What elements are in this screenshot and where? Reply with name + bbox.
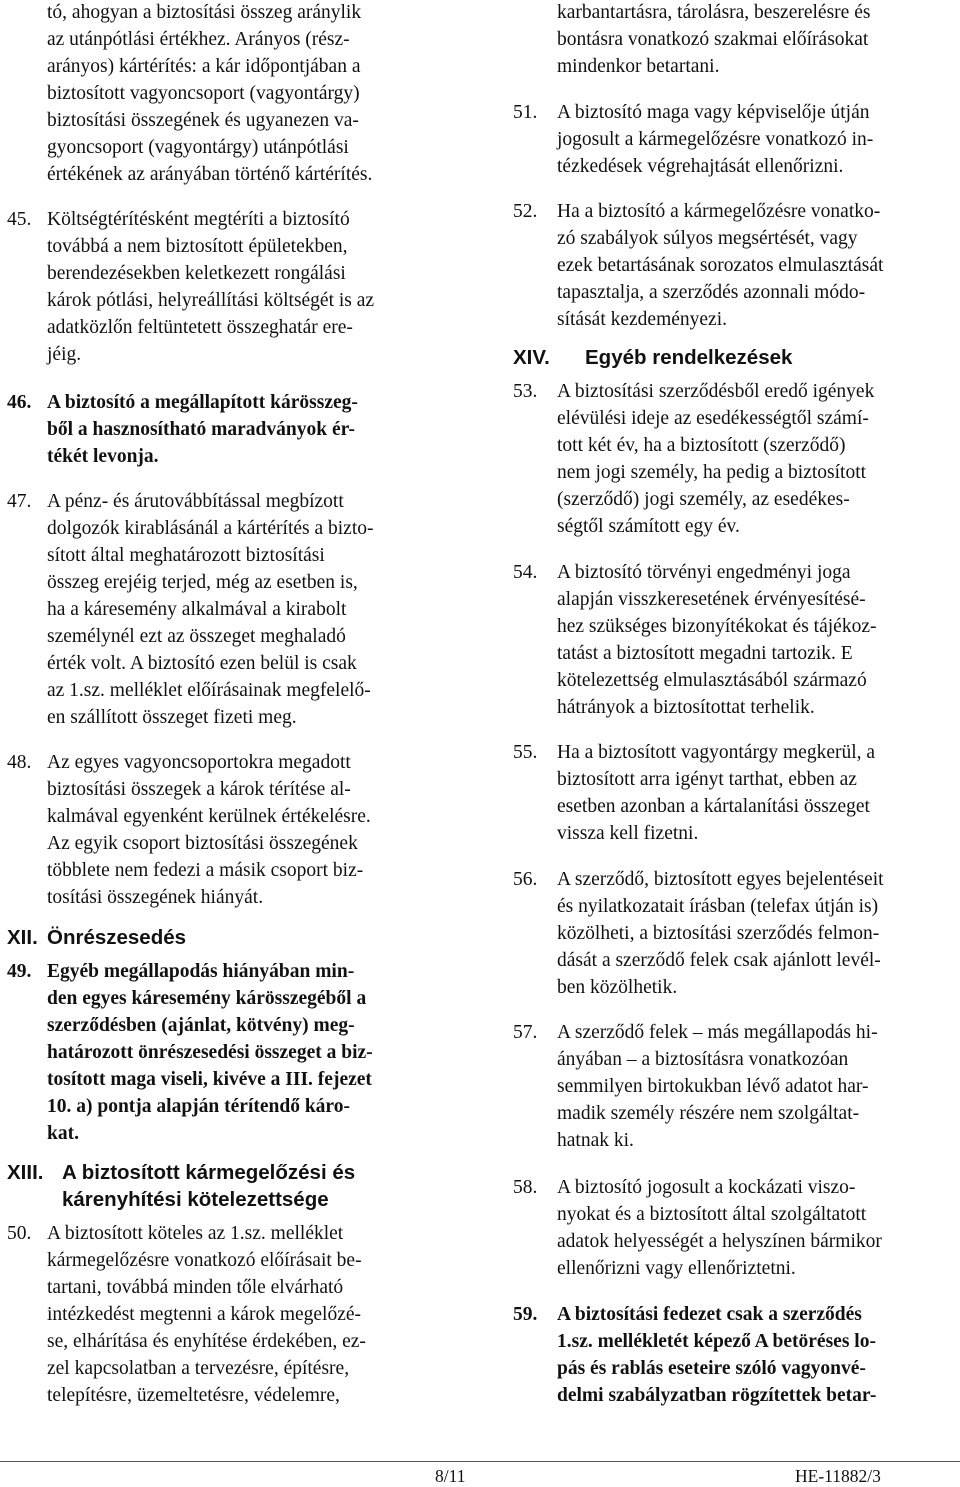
text-line: személynél ezt az összeget meghaladó <box>47 626 346 647</box>
text-line: berendezésekben keletkezett rongálási <box>47 263 346 284</box>
text-line: ben közölhetik. <box>557 977 678 998</box>
text-line: A biztosító törvényi engedményi joga <box>557 562 851 583</box>
text-line: (szerződő) jogi személy, az esedékes- <box>557 489 850 510</box>
text-line: mindenkor betartani. <box>557 56 720 77</box>
text-line: értékének az arányában történő kártérítés. <box>47 164 373 185</box>
paragraph-number: 49. <box>7 961 32 982</box>
text-line: sítását kezdeményezi. <box>557 309 728 330</box>
text-line: jéig. <box>47 344 82 365</box>
text-line: adatközlőn feltüntetett összeghatár ere- <box>47 317 353 338</box>
paragraph-number: 50. <box>7 1223 32 1244</box>
section-number: XIV. <box>513 346 550 369</box>
text-line: tékét levonja. <box>47 446 159 467</box>
text-line: sított által meghatározott biztosítási <box>47 545 325 566</box>
text-line: hátrányok a biztosítottat terhelik. <box>557 697 815 718</box>
text-line: Az egyes vagyoncsoportokra megadott <box>47 752 351 773</box>
text-line: gyoncsoport (vagyontárgy) utánpótlási <box>47 137 349 158</box>
text-line: 10. a) pontja alapján térítendő káro- <box>47 1096 350 1117</box>
text-line: vissza kell fizetni. <box>557 823 699 844</box>
text-line: intézkedést megtenni a károk megelőzé- <box>47 1304 362 1325</box>
text-line: delmi szabályzatban rögzítettek betar- <box>557 1385 877 1406</box>
text-line: biztosítási összegek a károk térítése al- <box>47 779 351 800</box>
text-line: tapasztalja, a szerződés azonnali módo- <box>557 282 866 303</box>
text-line: A pénz- és árutovábbítással megbízott <box>47 491 344 512</box>
text-line: biztosított vagyoncsoport (vagyontárgy) <box>47 83 360 104</box>
section-title: Egyéb rendelkezések <box>585 346 793 369</box>
paragraph-number: 51. <box>513 102 538 123</box>
text-line: A biztosító maga vagy képviselője útján <box>557 102 870 123</box>
text-line: ha a káresemény alkalmával a kirabolt <box>47 599 347 620</box>
text-line: en szállított összeget fizeti meg. <box>47 707 297 728</box>
text-line: kalmával egyenként kerülnek értékelésre. <box>47 806 371 827</box>
text-line: tartani, továbbá minden tőle elvárható <box>47 1277 344 1298</box>
text-line: A biztosítási szerződésből eredő igények <box>557 381 875 402</box>
text-line: nem jogi személy, ha pedig a biztosított <box>557 462 867 483</box>
text-line: határozott önrészesedési összeget a biz- <box>47 1042 373 1063</box>
text-line: Egyéb megállapodás hiányában min- <box>47 961 355 982</box>
text-line: dolgozók kirablásánál a kártérítés a bizto- <box>47 518 374 539</box>
text-line: kat. <box>47 1123 79 1144</box>
paragraph-number: 56. <box>513 869 538 890</box>
paragraph-number: 59. <box>513 1304 538 1325</box>
text-line: ből a hasznosítható maradványok ér- <box>47 419 356 440</box>
text-line: ezek betartásának sorozatos elmulasztását <box>557 255 884 276</box>
paragraph-number: 45. <box>7 209 32 230</box>
paragraph-number: 54. <box>513 562 538 583</box>
text-line: az utánpótlási értékhez. Arányos (rész- <box>47 29 350 50</box>
text-line: 1.sz. mellékletét képező A betöréses lo- <box>557 1331 876 1352</box>
text-line: Az egyik csoport biztosítási összegének <box>47 833 358 854</box>
text-line: közölheti, a biztosítási szerződés felmon- <box>557 923 880 944</box>
text-line: Ha a biztosító a kármegelőzésre vonatko- <box>557 201 881 222</box>
text-line: nyokat és a biztosított által szolgáltatott <box>557 1204 867 1225</box>
text-line: den egyes káresemény kárösszegéből a <box>47 988 367 1009</box>
text-line: bontásra vonatkozó szakmai előírásokat <box>557 29 869 50</box>
text-line: biztosítási összegének és ugyanezen va- <box>47 110 359 131</box>
text-line: alapján visszkeresetének érvényesítésé- <box>557 589 866 610</box>
text-line: ányában – a biztosításra vonatkozóan <box>557 1049 849 1070</box>
section-title-line: A biztosított kármegelőzési és <box>62 1161 356 1184</box>
text-line: szerződésben (ajánlat, kötvény) meg- <box>47 1015 355 1036</box>
text-line: károk pótlási, helyreállítási költségét is az <box>47 290 375 311</box>
paragraph-number: 57. <box>513 1022 538 1043</box>
text-line: A biztosító a megállapított kárösszeg- <box>47 392 358 413</box>
paragraph-number: 48. <box>7 752 32 773</box>
text-line: jogosult a kármegelőzésre vonatkozó in- <box>557 129 874 150</box>
text-line: zó szabályok súlyos megsértését, vagy <box>557 228 858 249</box>
section-number: XII. <box>7 926 38 949</box>
text-line: telepítésre, üzemeltetésre, védelemre, <box>47 1385 340 1406</box>
text-line: karbantartásra, tárolásra, beszerelésre és <box>557 2 871 23</box>
text-line: hez szükséges bizonyítékokat és tájékoz- <box>557 616 877 637</box>
paragraph-number: 47. <box>7 491 32 512</box>
text-line: dását a szerződő felek csak ajánlott levél- <box>557 950 881 971</box>
document-code: HE-11882/3 <box>795 1466 881 1486</box>
text-line: A szerződő, biztosított egyes bejelentéseit <box>557 869 884 890</box>
section-number: XIII. <box>7 1161 44 1184</box>
text-line: kötelezettség elmulasztásából származó <box>557 670 867 691</box>
section-title-line: kárenyhítési kötelezettsége <box>62 1188 329 1211</box>
text-line: pás és rablás eseteire szóló vagyonvé- <box>557 1358 866 1379</box>
text-line: összeg erejéig terjed, még az esetben is, <box>47 572 358 593</box>
text-line: arányos) kártérítés: a kár időpontjában a <box>47 56 361 77</box>
text-line: ellenőrizni vagy ellenőriztetni. <box>557 1258 796 1279</box>
text-line: továbbá a nem biztosított épületekben, <box>47 236 348 257</box>
text-line: Ha a biztosított vagyontárgy megkerül, a <box>557 742 876 763</box>
paragraph-number: 52. <box>513 201 538 222</box>
text-line: érték volt. A biztosító ezen belül is csak <box>47 653 357 674</box>
text-line: biztosított arra igényt tarthat, ebben az <box>557 769 857 790</box>
text-line: zel kapcsolatban a tervezésre, építésre, <box>47 1358 350 1379</box>
text-line: adatok helyességét a helyszínen bármikor <box>557 1231 882 1252</box>
text-line: hatnak ki. <box>557 1130 634 1151</box>
text-line: tott két év, ha a biztosított (szerződő) <box>557 435 846 456</box>
section-heading-xiv <box>513 345 792 371</box>
paragraph-number: 55. <box>513 742 538 763</box>
section-title: Önrészesedés <box>47 926 187 949</box>
text-line: A szerződő felek – más megállapodás hi- <box>557 1022 878 1043</box>
text-line: és nyilatkozatait írásban (telefax útján is) <box>557 896 879 917</box>
text-line: tézkedések végrehajtását ellenőrizni. <box>557 156 844 177</box>
paragraph-number: 58. <box>513 1177 538 1198</box>
paragraph-number: 53. <box>513 381 538 402</box>
page-number: 8/11 <box>435 1466 466 1486</box>
text-line: ségtől számított egy év. <box>557 516 740 537</box>
text-line: tosítási összegének hiányát. <box>47 887 264 908</box>
text-line: tatást a biztosított megadni tartozik. E <box>557 643 853 664</box>
text-line: se, elhárítása és enyhítése érdekében, ez- <box>47 1331 366 1352</box>
paragraph-number: 46. <box>7 392 32 413</box>
text-line: A biztosított köteles az 1.sz. melléklet <box>47 1223 344 1244</box>
text-line: A biztosító jogosult a kockázati viszo- <box>557 1177 856 1198</box>
section-heading-xii <box>7 925 186 951</box>
text-line: esetben azonban a kártalanítási összeget <box>557 796 870 817</box>
text-line: elévülési ideje az esedékességtől számí- <box>557 408 869 429</box>
text-line: tó, ahogyan a biztosítási összeg aránylik <box>47 2 362 23</box>
text-line: Költségtérítésként megtéríti a biztosító <box>47 209 350 230</box>
text-line: többlete nem fedezi a másik csoport biz- <box>47 860 364 881</box>
text-line: madik személy részére nem szolgáltat- <box>557 1103 860 1124</box>
text-line: az 1.sz. melléklet előírásainak megfelelő- <box>47 680 371 701</box>
text-line: A biztosítási fedezet csak a szerződés <box>557 1304 862 1325</box>
text-line: tosított maga viseli, kivéve a III. fejezet <box>47 1069 372 1090</box>
text-line: semmilyen birtokukban lévő adatot har- <box>557 1076 869 1097</box>
text-line: kármegelőzésre vonatkozó előírásait be- <box>47 1250 362 1271</box>
footer-divider <box>0 1461 960 1462</box>
